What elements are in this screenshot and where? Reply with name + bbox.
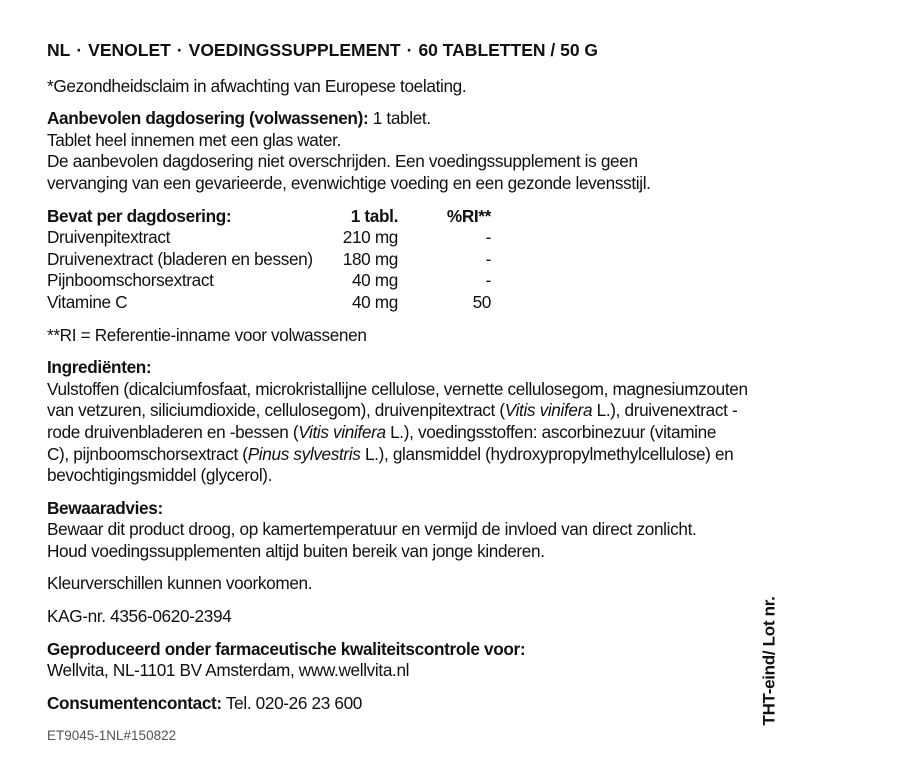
- ingredients-segment: van vetzuren, siliciumdioxide, cellulosegom), druivenpitextract (: [47, 400, 505, 421]
- dosage-value: 1 tablet.: [368, 108, 431, 129]
- header-separator: ·: [406, 40, 413, 60]
- header-category: VOEDINGSSUPPLEMENT: [188, 40, 401, 60]
- table-cell: Vitamine C: [47, 291, 128, 312]
- ri-footnote: **RI = Referentie-inname voor volwassenen: [47, 324, 367, 345]
- nutrition-table-block: [47, 206, 777, 314]
- storage-text: Houd voedingssupplementen altijd buiten bereik van jonge kinderen.: [47, 540, 545, 561]
- table-header-cell: %RI**: [446, 205, 491, 226]
- ingredients-text: Vulstoffen (dicalciumfosfaat, microkristallijne cellulose, vernette cellulosegom, magnesiumzouten: [47, 378, 748, 399]
- latin-name: Vitis vinifera: [298, 421, 386, 442]
- ingredients-title: Ingrediënten:: [47, 357, 152, 378]
- claim-note: *Gezondheidsclaim in afwachting van Europese toelating.: [47, 75, 467, 96]
- storage-title: Bewaaradvies:: [47, 497, 163, 518]
- header-quantity: 60 TABLETTEN / 50 G: [418, 40, 599, 60]
- table-cell: 40 mg: [351, 270, 398, 291]
- table-cell: 40 mg: [351, 291, 398, 312]
- claim-note-block: [47, 76, 777, 98]
- header-product: VENOLET: [88, 40, 171, 60]
- ri-footnote-block: [47, 325, 777, 347]
- ingredients-text: [47, 422, 777, 444]
- ingredients-segment: L.), glansmiddel (hydroxypropylmethylcellulose) en: [360, 443, 734, 464]
- nutrition-table: [47, 206, 491, 314]
- table-row: [47, 270, 491, 292]
- ingredients-text: bevochtigingsmiddel (glycerol).: [47, 465, 273, 486]
- ingredients-segment: L.), voedingsstoffen: ascorbinezuur (vitamine: [385, 421, 717, 442]
- header-separator: ·: [176, 40, 183, 60]
- dosage-text: vervanging van een gevarieerde, evenwichtige voeding en een gezonde levensstijl.: [47, 172, 651, 193]
- ingredients-text: [47, 444, 777, 466]
- expiry-lot-area: [757, 596, 781, 726]
- kag-number: KAG-nr. 4356-0620-2394: [47, 606, 232, 627]
- table-cell: Druivenpitextract: [47, 227, 171, 248]
- producer-block: [47, 639, 777, 682]
- contact-phone: Tel. 020-26 23 600: [221, 692, 362, 713]
- color-note: Kleurverschillen kunnen voorkomen.: [47, 573, 313, 594]
- expiry-lot-label: THT-eind/ Lot nr.: [759, 596, 778, 726]
- table-cell: Druivenextract (bladeren en bessen): [47, 248, 313, 269]
- producer-title: Geproduceerd onder farmaceutische kwaliteitscontrole voor:: [47, 638, 526, 659]
- table-cell: -: [485, 270, 491, 291]
- ingredients-segment: rode druivenbladeren en -bessen (: [47, 421, 299, 442]
- dosage-text: Tablet heel innemen met een glas water.: [47, 129, 342, 150]
- table-header-row: [47, 206, 491, 228]
- storage-text: Bewaar dit product droog, op kamertemperatuur en vermijd de invloed van direct zonlicht.: [47, 519, 697, 540]
- product-header: [47, 40, 777, 62]
- dosage-block: [47, 108, 777, 194]
- table-cell: 50: [472, 291, 491, 312]
- table-cell: Pijnboomschorsextract: [47, 270, 214, 291]
- ingredients-segment: L.), druivenextract -: [592, 400, 738, 421]
- article-code: ET9045-1NL#150822: [47, 728, 177, 744]
- kag-block: [47, 606, 777, 628]
- ingredients-text: [47, 400, 777, 422]
- table-cell: -: [485, 248, 491, 269]
- table-cell: 210 mg: [342, 227, 398, 248]
- header-separator: ·: [76, 40, 83, 60]
- label-content: [47, 40, 777, 747]
- latin-name: Vitis vinifera: [504, 400, 593, 421]
- contact-line: [47, 693, 777, 715]
- dosage-text: De aanbevolen dagdosering niet overschrijden. Een voedingssupplement is geen: [47, 151, 638, 172]
- color-note-block: [47, 573, 777, 595]
- code-block: [47, 725, 777, 747]
- table-header-cell: 1 tabl.: [350, 205, 398, 226]
- latin-name: Pinus sylvestris: [247, 443, 361, 464]
- table-header-cell: Bevat per dagdosering:: [47, 205, 232, 226]
- ingredients-block: [47, 357, 777, 487]
- table-row: [47, 227, 491, 249]
- table-row: [47, 249, 491, 271]
- header-lang: NL: [47, 40, 71, 60]
- storage-block: [47, 498, 777, 563]
- dosage-label: Aanbevolen dagdosering (volwassenen):: [47, 108, 369, 129]
- contact-block: [47, 693, 777, 715]
- dosage-line: [47, 108, 777, 130]
- table-row: [47, 292, 491, 314]
- ingredients-segment: C), pijnboomschorsextract (: [47, 443, 248, 464]
- table-cell: -: [485, 227, 491, 248]
- table-cell: 180 mg: [342, 248, 398, 269]
- producer-address: Wellvita, NL-1101 BV Amsterdam, www.wellvita.nl: [47, 660, 410, 681]
- contact-label: Consumentencontact:: [47, 692, 222, 713]
